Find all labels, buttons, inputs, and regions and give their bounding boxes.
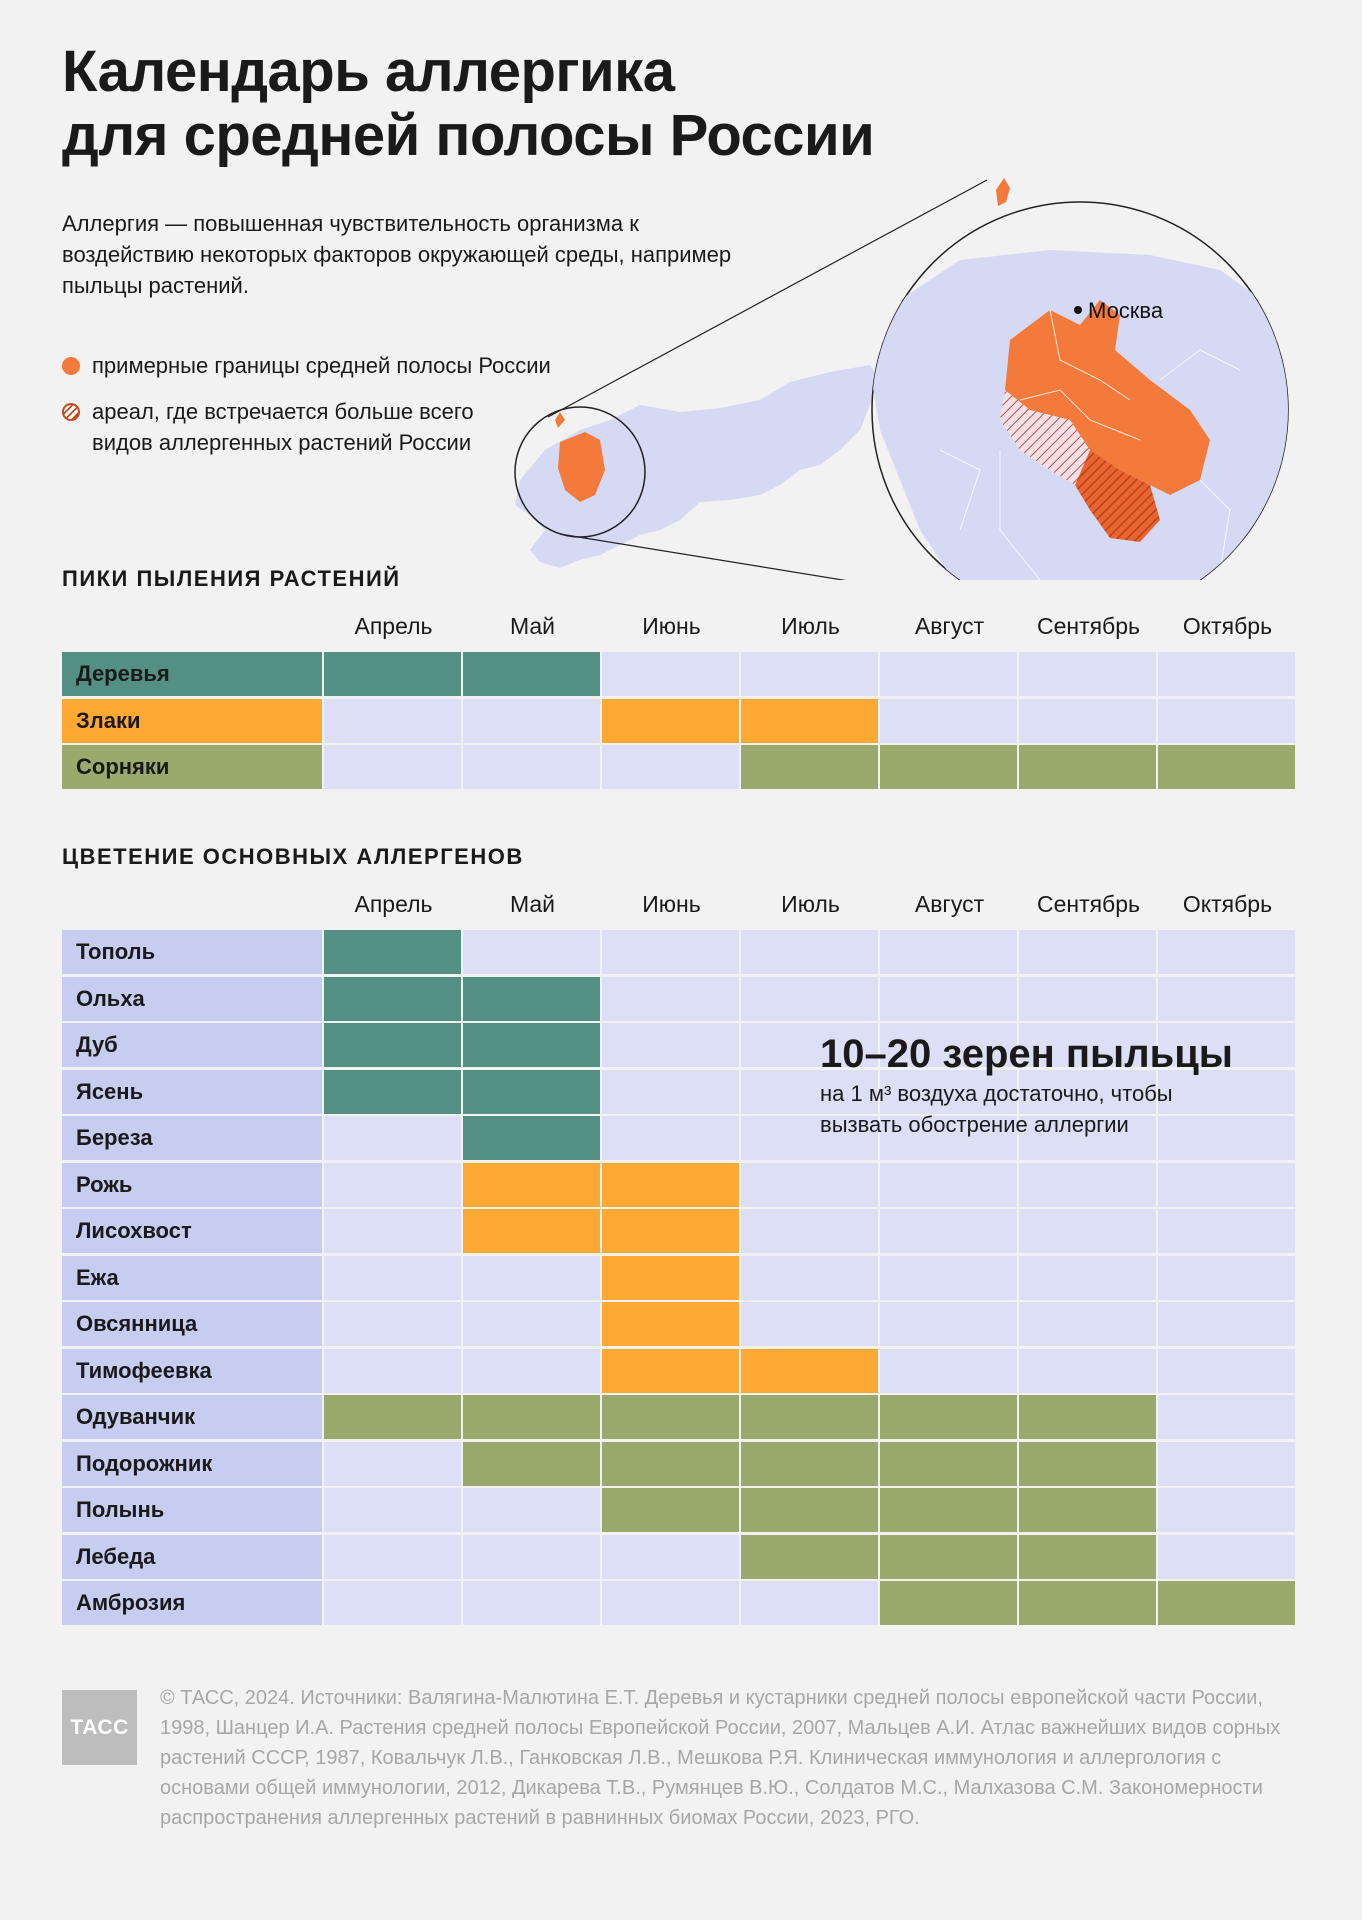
- month-cell: [602, 1023, 739, 1067]
- month-cell: [1158, 1302, 1295, 1346]
- tass-logo: ТАСС: [62, 1690, 137, 1765]
- month-label: Апрель: [354, 613, 433, 639]
- row-label: Ясень: [62, 1070, 322, 1114]
- month-cell: [1019, 1209, 1156, 1253]
- month-cell: [1158, 1163, 1295, 1207]
- row-label: Рожь: [62, 1163, 322, 1207]
- table-row: [62, 1163, 1300, 1207]
- row-label: Овсянница: [62, 1302, 322, 1346]
- month-label: Октябрь: [1182, 613, 1273, 639]
- bloom-title: ЦВЕТЕНИЕ ОСНОВНЫХ АЛЛЕРГЕНОВ: [62, 844, 524, 869]
- table-row: [62, 699, 1300, 743]
- peaks-month-header: [62, 606, 1300, 652]
- peaks-table: [62, 606, 1300, 792]
- month-cell: [602, 652, 739, 696]
- month-cell: [1019, 930, 1156, 974]
- row-label: Ольха: [62, 977, 322, 1021]
- month-cell: [463, 1535, 600, 1579]
- table-row: [62, 1488, 1300, 1532]
- row-label: Береза: [62, 1116, 322, 1160]
- month-cell: [602, 1442, 739, 1486]
- month-cell: [741, 1163, 878, 1207]
- month-cell: [741, 1581, 878, 1625]
- month-cell: [324, 1256, 461, 1300]
- table-row: [62, 977, 1300, 1021]
- month-cell: [1019, 1302, 1156, 1346]
- month-cell: [463, 1302, 600, 1346]
- month-cell: [602, 1163, 739, 1207]
- month-cell: [463, 1023, 600, 1067]
- month-cell: [880, 977, 1017, 1021]
- month-cell: [880, 1302, 1017, 1346]
- month-cell: [880, 1256, 1017, 1300]
- note-text: на 1 м³ воздуха достаточно, чтобы вызвать обострение аллергии: [820, 1081, 1173, 1137]
- title-line-1: Календарь аллергика: [62, 39, 675, 104]
- month-cell: [880, 1488, 1017, 1532]
- table-row: [62, 1581, 1300, 1625]
- month-cell: [1019, 1349, 1156, 1393]
- month-label: Май: [509, 613, 556, 639]
- month-cell: [1019, 699, 1156, 743]
- month-cell: [602, 1070, 739, 1114]
- month-label: Сентябрь: [1036, 891, 1141, 917]
- month-cell: [324, 1395, 461, 1439]
- row-label: Лисохвост: [62, 1209, 322, 1253]
- month-label: Май: [509, 891, 556, 917]
- month-cell: [1019, 652, 1156, 696]
- month-cell: [324, 699, 461, 743]
- month-cell: [324, 652, 461, 696]
- month-cell: [1158, 977, 1295, 1021]
- month-cell: [880, 930, 1017, 974]
- month-cell: [1158, 1395, 1295, 1439]
- month-cell: [1158, 1209, 1295, 1253]
- row-label: Сорняки: [62, 745, 322, 789]
- month-label: Сентябрь: [1036, 613, 1141, 639]
- month-cell: [463, 745, 600, 789]
- month-label: Июнь: [642, 891, 701, 917]
- russia-map: [0, 150, 1362, 580]
- month-label: Июль: [781, 891, 840, 917]
- month-cell: [602, 1488, 739, 1532]
- table-row: [62, 1302, 1300, 1346]
- month-cell: [463, 652, 600, 696]
- month-cell: [324, 1442, 461, 1486]
- row-label: Лебеда: [62, 1535, 322, 1579]
- intro-text: Аллергия — повышенная чувствительность организма к воздействию некоторых факторов окружающей среды, например пыльцы растений.: [62, 211, 732, 298]
- month-cell: [463, 1581, 600, 1625]
- month-label: Август: [914, 891, 985, 917]
- page-title: [62, 40, 874, 168]
- month-cell: [1158, 745, 1295, 789]
- month-cell: [324, 1070, 461, 1114]
- month-cell: [463, 1256, 600, 1300]
- note-headline: 10–20 зерен пыльцы: [820, 1032, 1233, 1076]
- month-cell: [741, 652, 878, 696]
- month-cell: [741, 1302, 878, 1346]
- month-cell: [1019, 1395, 1156, 1439]
- month-cell: [1019, 1488, 1156, 1532]
- table-row: [62, 652, 1300, 696]
- peaks-title: ПИКИ ПЫЛЕНИЯ РАСТЕНИЙ: [62, 566, 401, 591]
- month-cell: [324, 930, 461, 974]
- row-label: Дуб: [62, 1023, 322, 1067]
- month-cell: [741, 699, 878, 743]
- pollen-note: [820, 1030, 1240, 1140]
- month-cell: [602, 1535, 739, 1579]
- month-cell: [880, 1209, 1017, 1253]
- month-cell: [1019, 1163, 1156, 1207]
- row-label: Тополь: [62, 930, 322, 974]
- month-cell: [741, 1395, 878, 1439]
- month-cell: [1158, 1581, 1295, 1625]
- month-cell: [1019, 1581, 1156, 1625]
- row-label: Одуванчик: [62, 1395, 322, 1439]
- month-cell: [880, 1535, 1017, 1579]
- month-cell: [602, 1209, 739, 1253]
- month-cell: [324, 1163, 461, 1207]
- month-cell: [741, 1349, 878, 1393]
- month-cell: [1019, 977, 1156, 1021]
- row-label: Полынь: [62, 1488, 322, 1532]
- month-cell: [463, 1488, 600, 1532]
- month-cell: [324, 977, 461, 1021]
- month-cell: [741, 1488, 878, 1532]
- table-row: [62, 1442, 1300, 1486]
- month-label: Август: [914, 613, 985, 639]
- month-cell: [1158, 1488, 1295, 1532]
- month-cell: [1019, 1256, 1156, 1300]
- month-cell: [880, 1581, 1017, 1625]
- month-cell: [602, 1581, 739, 1625]
- month-cell: [880, 699, 1017, 743]
- month-cell: [1158, 1535, 1295, 1579]
- table-row: [62, 930, 1300, 974]
- month-cell: [324, 1209, 461, 1253]
- row-label: Тимофеевка: [62, 1349, 322, 1393]
- table-row: [62, 1535, 1300, 1579]
- row-label: Подорожник: [62, 1442, 322, 1486]
- month-cell: [1158, 1349, 1295, 1393]
- month-cell: [463, 1395, 600, 1439]
- month-cell: [741, 977, 878, 1021]
- footer-sources: © ТАСС, 2024. Источники: Валягина-Малютина Е.Т. Деревья и кустарники средней полосы европейской части России, 1998, Шанцер И.А. Растения средней полосы Европейской России, 2007, Мальцев А.И. Атлас важнейших видов сорных растений СССР, 1987, Ковальчук Л.В., Ганковская Л.В., Мешкова Р.Я. Клиническая иммунология и аллергология с основами общей иммунологии, 2012, Дикарева Т.В., Румянцев В.Ю., Солдатов М.С., Малхазова С.М. Закономерности распространения аллергенных растений в равнинных биомах России, 2023, РГО.: [160, 1687, 1281, 1829]
- month-label: Июль: [781, 613, 840, 639]
- table-row: [62, 1256, 1300, 1300]
- month-cell: [463, 930, 600, 974]
- month-cell: [602, 1256, 739, 1300]
- table-row: [62, 1349, 1300, 1393]
- table-row: [62, 1209, 1300, 1253]
- city-label: Москва: [1088, 298, 1164, 323]
- month-cell: [1158, 930, 1295, 974]
- month-cell: [602, 930, 739, 974]
- month-cell: [741, 1442, 878, 1486]
- month-cell: [463, 1442, 600, 1486]
- month-cell: [324, 1581, 461, 1625]
- month-cell: [602, 1116, 739, 1160]
- month-cell: [324, 1023, 461, 1067]
- row-label: Деревья: [62, 652, 322, 696]
- month-cell: [880, 1395, 1017, 1439]
- month-cell: [324, 1116, 461, 1160]
- month-cell: [602, 1395, 739, 1439]
- month-cell: [463, 1116, 600, 1160]
- row-label: Амброзия: [62, 1581, 322, 1625]
- row-label: Ежа: [62, 1256, 322, 1300]
- month-cell: [741, 745, 878, 789]
- month-cell: [880, 1349, 1017, 1393]
- month-cell: [602, 745, 739, 789]
- month-cell: [1158, 1256, 1295, 1300]
- month-cell: [602, 977, 739, 1021]
- legend-zone-label: примерные границы средней полосы России: [92, 353, 551, 378]
- legend-area-label: ареал, где встречается больше всего видов аллергенных растений России: [92, 399, 474, 455]
- month-cell: [463, 977, 600, 1021]
- month-cell: [602, 1302, 739, 1346]
- month-cell: [741, 1535, 878, 1579]
- month-cell: [324, 1535, 461, 1579]
- month-cell: [463, 699, 600, 743]
- row-label: Злаки: [62, 699, 322, 743]
- month-cell: [324, 1302, 461, 1346]
- bloom-month-header: [62, 884, 1300, 930]
- month-cell: [1158, 652, 1295, 696]
- month-cell: [880, 1163, 1017, 1207]
- month-cell: [741, 930, 878, 974]
- table-row: [62, 745, 1300, 789]
- month-cell: [324, 1349, 461, 1393]
- month-cell: [1019, 1535, 1156, 1579]
- bloom-table: [62, 884, 1300, 1628]
- month-cell: [1019, 745, 1156, 789]
- month-cell: [1158, 1442, 1295, 1486]
- month-label: Октябрь: [1182, 891, 1273, 917]
- month-cell: [880, 745, 1017, 789]
- month-cell: [463, 1349, 600, 1393]
- month-cell: [463, 1209, 600, 1253]
- month-cell: [463, 1163, 600, 1207]
- month-cell: [880, 1442, 1017, 1486]
- month-cell: [741, 1209, 878, 1253]
- month-cell: [602, 699, 739, 743]
- month-cell: [741, 1256, 878, 1300]
- month-cell: [463, 1070, 600, 1114]
- month-cell: [324, 1488, 461, 1532]
- moscow-dot-icon: [1074, 306, 1082, 314]
- month-cell: [880, 652, 1017, 696]
- title-line-2: для средней полосы России: [62, 103, 875, 168]
- month-cell: [324, 745, 461, 789]
- month-label: Апрель: [354, 891, 433, 917]
- month-cell: [1158, 699, 1295, 743]
- month-cell: [602, 1349, 739, 1393]
- month-label: Июнь: [642, 613, 701, 639]
- month-cell: [1019, 1442, 1156, 1486]
- table-row: [62, 1395, 1300, 1439]
